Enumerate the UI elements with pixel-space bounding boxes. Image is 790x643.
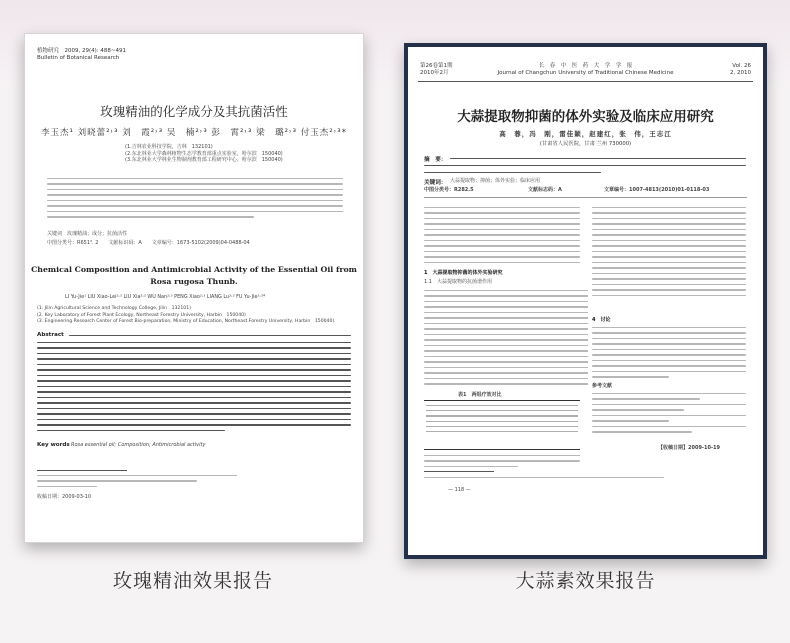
footnote-rule	[424, 471, 494, 472]
keyword-line: 关键词 玫瑰精油；成分；抗菌活性	[47, 231, 128, 237]
article-number: 文章编号：1007-4813(2010)01-0118-03	[604, 187, 710, 193]
paper-title: 大蒜提取物抑菌的体外实验及临床应用研究	[457, 109, 714, 125]
references-label: 参考文献	[592, 383, 613, 389]
journal-name-en: Journal of Changchun University of Traditional Chinese Medicine	[497, 70, 674, 76]
english-keywords: Rosa essential oil; Composition; Antimicrobial activity	[71, 442, 206, 448]
volume-en: Vol. 26	[732, 63, 751, 69]
classification-number: 中图分类号：R282.5	[424, 187, 474, 193]
affiliation: (3.东北林业大学林业生物制剂教育部工程研究中心，哈尔滨 150040)	[125, 157, 283, 163]
affiliation: (2.东北林业大学森林植物生态学教育部重点实验室，哈尔滨 150040)	[125, 150, 283, 157]
abstract-label: 摘 要：	[424, 157, 447, 163]
garlic-extract-paper	[404, 43, 767, 559]
english-affiliation: (3. Engineering Research Center of Forest Bio-preparation, Ministry of Education, Northeast Forestry University, Harbin 150040)	[37, 319, 335, 324]
affiliation: (1.吉林农业科技学院，吉林 132101)	[125, 144, 213, 150]
author-list: 高 蓉，冯 刚，雷佳颖，赵建红，张 伟，王志江	[499, 130, 672, 138]
journal-line: 植物研究 2009, 29(4): 488~491	[37, 48, 126, 54]
english-abstract-text	[37, 342, 351, 435]
caption-garlic: 大蒜素效果报告	[515, 570, 656, 592]
body-text-left	[424, 207, 580, 267]
discussion-heading: 4 讨论	[592, 317, 611, 323]
received-date: 【收稿日期】2009-10-19	[658, 445, 720, 451]
references-list	[592, 393, 746, 437]
body-text-left-lower	[424, 455, 580, 471]
english-title: Chemical Composition and Antimicrobial Activity of the Essential Oil from Rosa rugosa Thunb.	[31, 265, 357, 286]
author-footnote	[424, 477, 664, 482]
keywords-label: Key words	[37, 442, 70, 448]
publish-date: 2010年2月	[420, 70, 449, 76]
english-affiliation: (2. Key Laboratory of Forest Plant Ecology, Northeast Forestry University, Harbin 150040)	[37, 312, 246, 318]
received-date: 收稿日期：2009-03-10	[37, 494, 92, 500]
results-table	[424, 400, 580, 450]
header-rule	[418, 81, 753, 82]
classification-number: 中图分类号：R651³. 2 文献标识码：A 文章编号：1673-5102(2009)04-0488-04	[47, 240, 250, 246]
journal-line: Bulletin of Botanical Research	[37, 55, 120, 61]
paper-title: 玫瑰精油的化学成分及其抗菌活性	[100, 104, 288, 119]
section-heading: 1 大蒜提取物抑菌的体外实验研究	[424, 270, 503, 276]
footnote-text	[37, 475, 237, 491]
author-list: 李玉杰¹ 刘晓蕾²˒³ 刘 霞²˒³ 吴 楠²˒³ 彭 霄²˒³ 梁 璐²˒³ 付玉杰²˒³*	[41, 128, 347, 138]
issue-en: 2, 2010	[730, 70, 751, 76]
abstract-first-line	[450, 158, 746, 165]
rose-oil-paper	[24, 33, 364, 543]
keywords-label: 关键词：	[424, 180, 447, 186]
document-code: 文献标志码：A	[528, 187, 562, 193]
footnote-rule	[37, 470, 127, 471]
affiliation: (甘肃省人民医院，甘肃 兰州 730000)	[539, 141, 632, 147]
caption-rose-oil: 玫瑰精油效果报告	[112, 570, 273, 592]
discussion-text	[592, 327, 746, 382]
abstract-rule	[424, 197, 747, 198]
english-affiliation: (1. Jilin Agricultural Science and Technology College, Jilin 132101)	[37, 306, 191, 311]
body-text-right	[592, 207, 746, 300]
table-caption: 表1 两组疗效对比	[458, 392, 502, 398]
keywords: 大蒜提取物；抑菌；体外实验；临床应用	[450, 178, 541, 184]
subsection-heading: 1.1 大蒜提取物的抗菌谱作用	[424, 279, 492, 285]
english-authors: LI Yu-Jie¹ LIU Xiao-Lei²˒³ LIU Xia²˒³ WU Nan²˒³ PENG Xiao²˒³ LIANG Lu²˒³ FU Yu-Jie²˒³*	[65, 294, 266, 300]
english-abstract-first-line	[69, 335, 351, 342]
journal-name-cn: 长 春 中 医 药 大 学 学 报	[538, 63, 633, 69]
page-number: — 118 —	[448, 487, 471, 493]
page-number-value: 118	[454, 487, 465, 493]
abstract-text	[424, 165, 746, 179]
volume-issue: 第26卷第1期	[420, 63, 453, 69]
chinese-abstract-text	[47, 178, 343, 222]
abstract-label: Abstract	[37, 332, 64, 338]
